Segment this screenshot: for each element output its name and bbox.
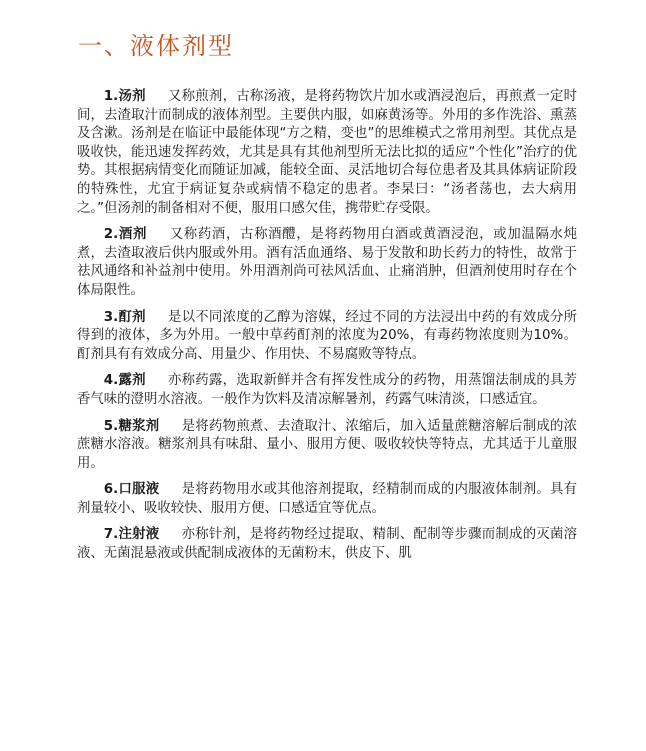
paragraph-text: 又称煎剂，古称汤液，是将药物饮片加水或酒浸泡后，再煎煮一定时间，去渣取汁而制成的液体剂型。主要供内服，如麻黄汤等。外用的多作洗浴、熏蒸及含漱。汤剂是在临证中最能体现“方之精，变也”的思维模式之常用剂型。其优点是吸收快，能迅速发挥药效，尤其是具有其他剂型所无法比拟的适应“个性化”治疗的优势。其根据病情变化而随证加减，能较全面、灵活地切合每位患者及其具体病证阶段的特殊性，尤宜于病证复杂或病情不稳定的患者。李杲曰：“汤者荡也，去大病用之。”但汤剂的制备相对不便，服用口感欠佳，携带贮存受限。 xyxy=(77,89,578,216)
paragraph-text: 是将药物煎煮、去渣取汁、浓缩后，加入适量蔗糖溶解后制成的浓蔗糖水溶液。糖浆剂具有味甜、量小、服用方便、吸收较快等特点，尤其适于儿童服用。 xyxy=(77,418,578,471)
section-heading: 一、液体剂型 xyxy=(78,32,234,60)
paragraph-tincture xyxy=(77,309,577,365)
paragraph-label: 3.酊剂 xyxy=(103,309,146,325)
paragraph-label: 1.汤剂 xyxy=(103,89,146,104)
document-body xyxy=(77,88,577,572)
paragraph-medicinal-wine xyxy=(77,226,577,300)
paragraph-text: 是将药物用水或其他溶剂提取，经精制而成的内服液体制剂。具有剂量较小、吸收较快、服用方便、口感适宜等优点。 xyxy=(77,482,578,516)
paragraph-syrup xyxy=(77,418,577,474)
paragraph-label: 6.口服液 xyxy=(103,482,160,498)
paragraph-oral-liquid xyxy=(77,481,577,518)
paragraph-distillate xyxy=(77,372,577,409)
paragraph-text: 亦称药露，选取新鲜并含有挥发性成分的药物，用蒸馏法制成的具芳香气味的澄明水溶液。一般作为饮料及清凉解暑剂，药露气味清淡，口感适宜。 xyxy=(77,373,578,407)
paragraph-label: 2.酒剂 xyxy=(103,227,148,243)
paragraph-label: 4.露剂 xyxy=(103,373,146,389)
paragraph-injection xyxy=(77,526,577,563)
paragraph-text: 亦称针剂，是将药物经过提取、精制、配制等步骤而制成的灭菌溶液、无菌混悬液或供配制成液体的无菌粉末，供皮下、肌 xyxy=(77,527,578,562)
paragraph-decoction xyxy=(77,88,577,218)
paragraph-text: 是以不同浓度的乙醇为溶媒，经过不同的方法浸出中药的有效成分所得到的液体，多为外用。一般中草药酊剂的浓度为20%，有毒药物浓度则为10%。酊剂具有有效成分高、用量少、作用快、不易腐败等特点。 xyxy=(77,309,578,362)
paragraph-text: 又称药酒，古称酒醴，是将药物用白酒或黄酒浸泡，或加温隔水炖煮，去渣取液后供内服或外用。酒有活血通络、易于发散和助长药力的特性，故常于祛风通络和补益剂中使用。外用酒剂尚可祛风活血、止痛消肿，但酒剂使用时存在个体局限性。 xyxy=(77,227,577,298)
paragraph-label: 5.糖浆剂 xyxy=(103,418,160,434)
paragraph-label: 7.注射液 xyxy=(103,527,160,543)
